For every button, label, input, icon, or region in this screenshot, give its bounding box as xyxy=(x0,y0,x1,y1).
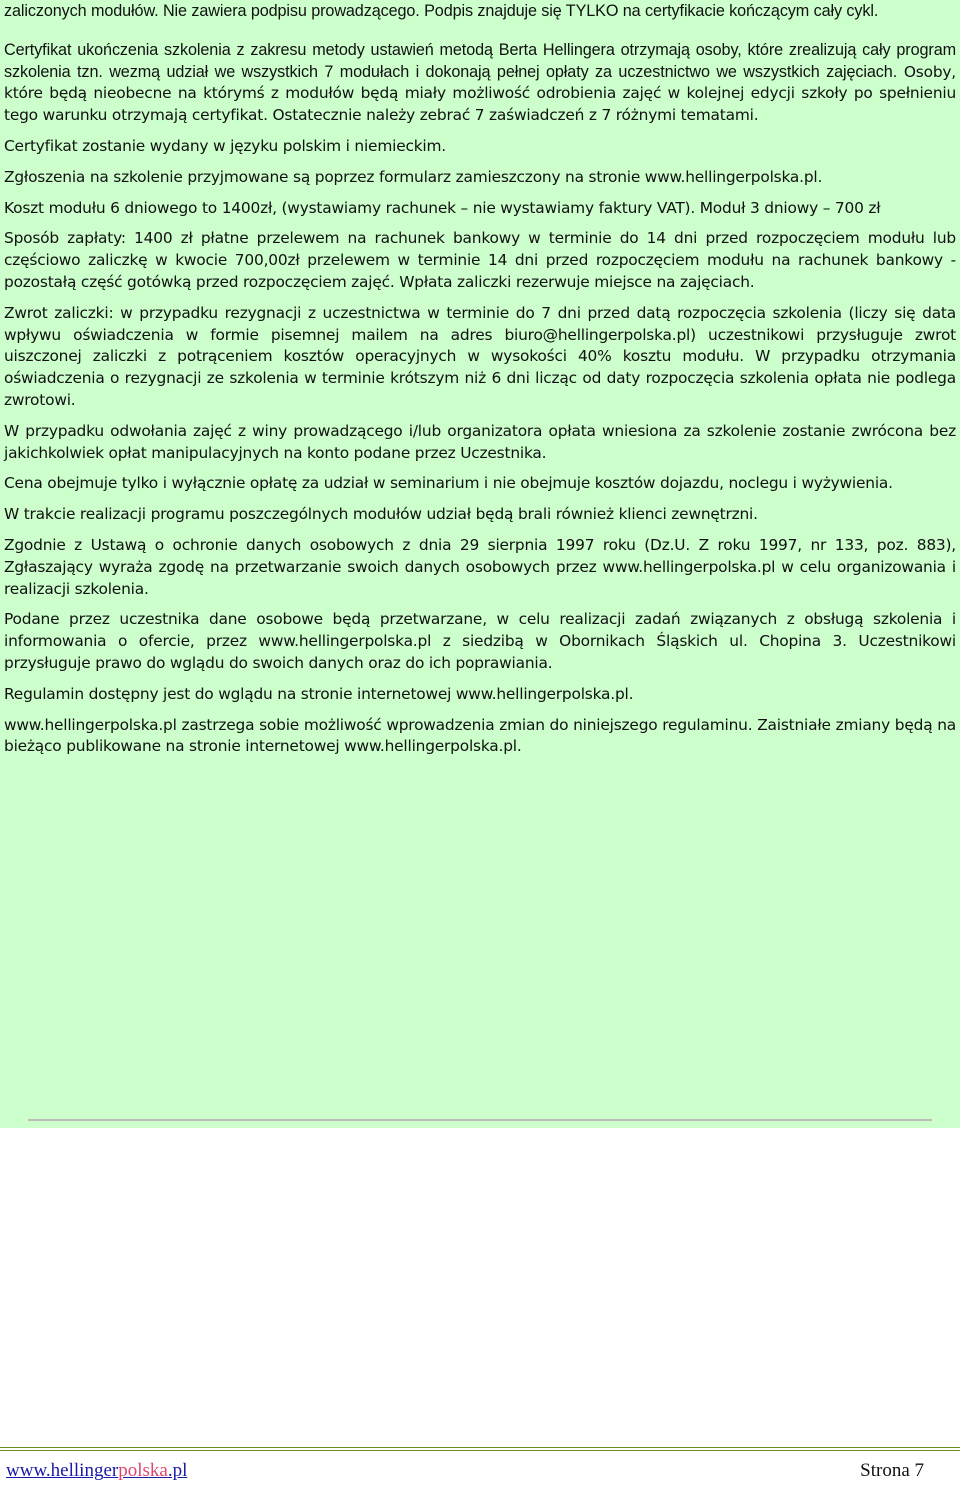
paragraph-data-protection: Zgodnie z Ustawą o ochronie danych osobowych z dnia 29 sierpnia 1997 roku (Dz.U. Z roku 1997, nr 133, poz. 883), Zgłaszający wyraża zgodę na przetwarzanie swoich danych osobowych przez www.hellingerpolska.pl w celu organizowania i realizacji szkolenia. xyxy=(4,535,956,598)
paragraph-cancellation: W przypadku odwołania zajęć z winy prowadzącego i/lub organizatora opłata wniesiona za szkolenie zostanie zwrócona bez jakichkolwiek opłat manipulacyjnych na konto podane przez Uczestnika. xyxy=(4,421,956,462)
paragraph-regulations-changes: www.hellingerpolska.pl zastrzega sobie możliwość wprowadzenia zmian do niniejszego regulaminu. Zaistniałe zmiany będą na bieżąco publikowane na stronie internetowej www.hellingerpolska.pl. xyxy=(4,715,956,756)
paragraph-payment-method: Sposób zapłaty: 1400 zł płatne przelewem na rachunek bankowy w terminie do 14 dni przed rozpoczęciem modułu lub częściowo zaliczkę w kwocie 700,00zł przelewem w terminie 14 dni przed rozpoczęciem modułu na rachunek bankowy - pozostałą część gotówką przed rozpoczęciem zajęć. Wpłata zaliczki rezerwuje miejsce na zajęciach. xyxy=(4,229,956,291)
certificate-conditions-part-2: Osoby, które będą nieobecne na którymś z modułów będą miały możliwość odrobienia zajęć w kolejnej edycji szkoły po spełnieniu tego warunku otrzymają certyfikat. Ostatecznie należy zebrać 7 zaświadczeń z 7 różnymi tematami. xyxy=(4,62,956,125)
footer-divider xyxy=(0,1447,960,1451)
page-number: Strona 7 xyxy=(860,1460,924,1481)
paragraph-certificate-conditions xyxy=(4,40,956,127)
paragraph-certificate-language: Certyfikat zostanie wydany w języku polskim i niemieckim. xyxy=(4,136,446,155)
paragraph-data-processing: Podane przez uczestnika dane osobowe będą przetwarzane, w celu realizacji zadań związanych z obsługą szkolenia i informowania o ofercie, przez www.hellingerpolska.pl z siedzibą w Obornikach Śląskich ul. Chopina 3. Uczestnikowi przysługuje prawo do wglądu do swoich danych oraz do ich poprawiania. xyxy=(4,610,956,672)
paragraph-deposit-refund: Zwrot zaliczki: w przypadku rezygnacji z uczestnictwa w terminie do 7 dni przed datą rozpoczęcia szkolenia (liczy się data wpływu oświadczenia w formie pisemnej mailem na adres biuro@hellingerpolska.pl) uczestnikowi przysługuje zwrot uiszczonej zaliczki z potrąceniem kosztów operacyjnych w wysokości 40% kosztu modułu. W przypadku otrzymania oświadczenia o rezygnacji ze szkolenia w terminie krótszym niż 6 dni licząc od daty rozpoczęcia szkolenia opłata nie podlega zwrotowi. xyxy=(4,303,956,409)
paragraph-certificate-intro: zaliczonych modułów. Nie zawiera podpisu prowadzącego. Podpis znajduje się TYLKO na certyfikacie kończącym cały cykl. xyxy=(4,2,879,20)
paragraph-regulations-availability: Regulamin dostępny jest do wglądu na stronie internetowej www.hellingerpolska.pl. xyxy=(4,684,634,703)
footer-link-part-1: www.helling xyxy=(6,1460,104,1481)
paragraph-module-cost: Koszt modułu 6 dniowego to 1400zł, (wystawiamy rachunek – nie wystawiamy faktury VAT). Moduł 3 dniowy – 700 zł xyxy=(4,198,881,217)
content-divider xyxy=(28,1119,932,1121)
paragraph-price-scope: Cena obejmuje tylko i wyłącznie opłatę za udział w seminarium i nie obejmuje kosztów dojazdu, noclegu i wyżywienia. xyxy=(4,474,893,493)
footer-link-part-2: er xyxy=(103,1460,119,1481)
footer-link-part-3: polska xyxy=(118,1460,168,1481)
footer-website-link[interactable] xyxy=(6,1460,187,1482)
certificate-conditions-part-1: Certyfikat ukończenia szkolenia z zakresu metody ustawień metodą Berta Hellingera otrzymają osoby, które zrealizują cały program szkolenia tzn. wezmą udział we wszystkich 7 modułach i dokonają pełnej opłaty za uczestnictwo we wszystkich zajęciach. xyxy=(4,40,956,81)
paragraph-registration: Zgłoszenia na szkolenie przyjmowane są poprzez formularz zamieszczony na stronie www.hellingerpolska.pl. xyxy=(4,167,823,186)
paragraph-external-clients: W trakcie realizacji programu poszczególnych modułów udział będą brali również klienci zewnętrzni. xyxy=(4,505,758,524)
footer-link-part-4: .pl xyxy=(167,1460,188,1481)
